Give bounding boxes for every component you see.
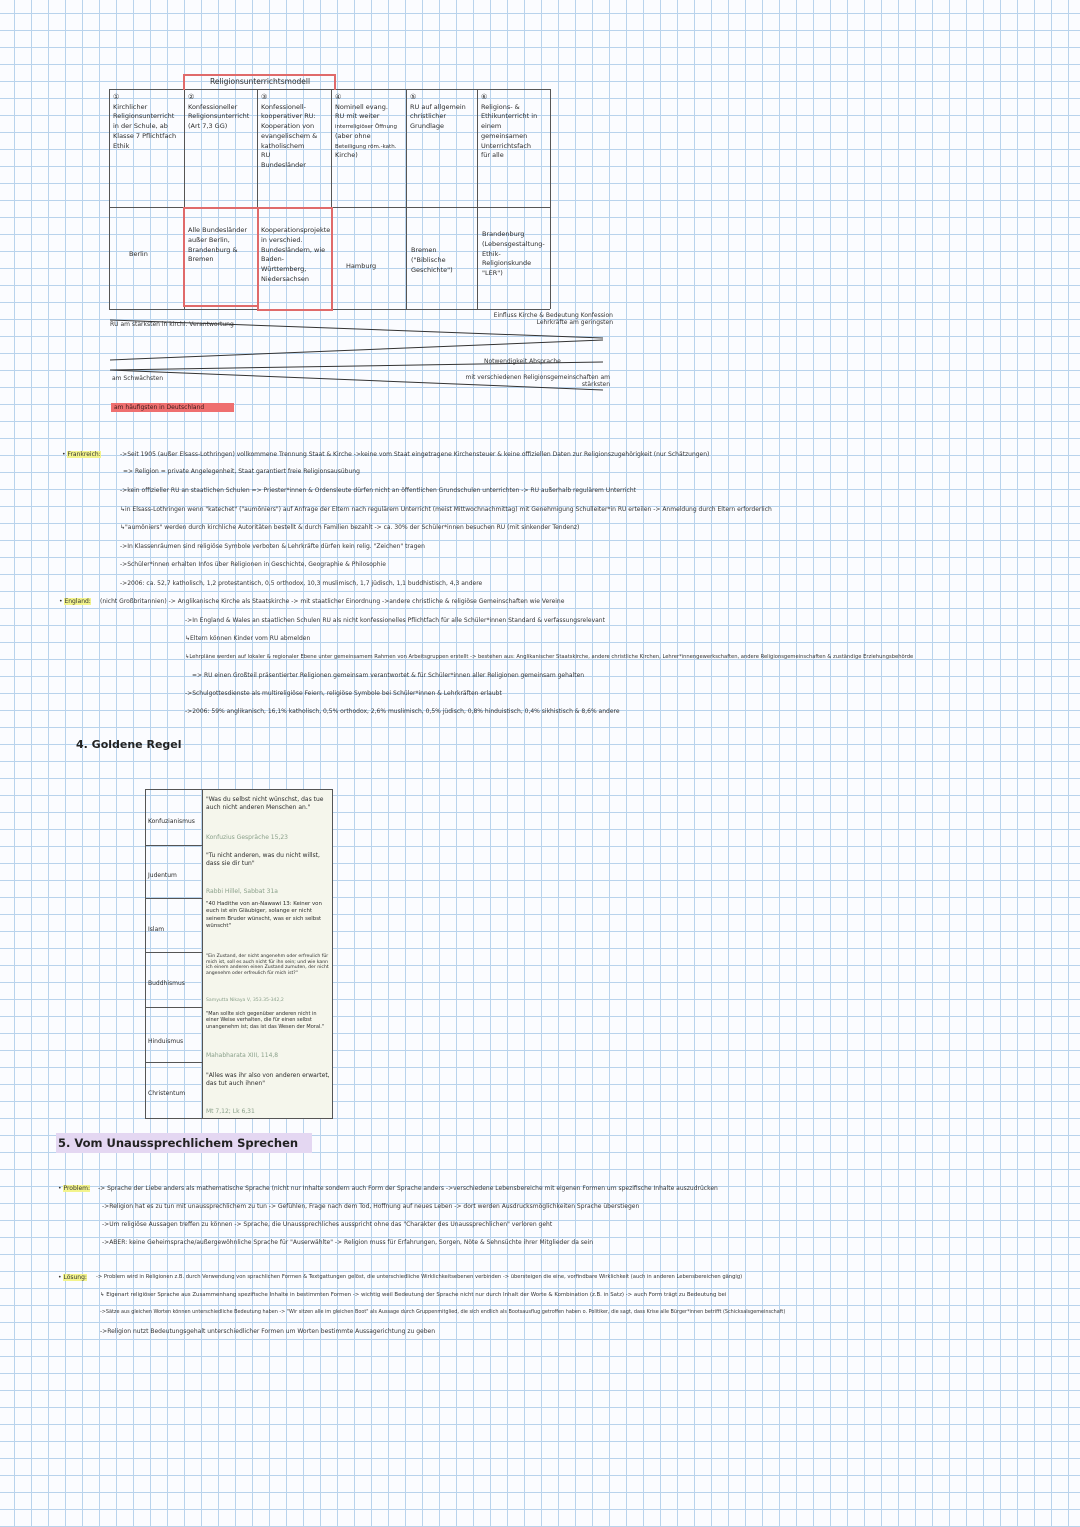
table-border-right bbox=[550, 89, 551, 309]
loesung-label: Lösung: bbox=[63, 1274, 87, 1281]
england-line-1: (nicht Großbritannien) -> Anglikanische Kirche als Staatskirche -> mit staatlicher Einordnung ->andere christliche & religiöse Gemeinschaften wie Vereine bbox=[100, 598, 565, 605]
england-line-5: => RU einen Großteil präsentierter Religionen gemeinsam verantwortet & für Schüler*innen aller Religionen gemeinsam gehalten bbox=[192, 672, 585, 679]
state-col-6: Brandenburg (Lebensgestaltung-Ethik-Religionskunde "LER") bbox=[482, 230, 545, 277]
col-text: Unterrichtsfach bbox=[481, 141, 532, 150]
state-col-2: Alle Bundesländer außer Berlin, Brandenburg & Bremen bbox=[188, 226, 248, 264]
quote-islam: "40 Hadithe von an-Nawawi 13: Keiner von euch ist ein Gläubiger, solange er nicht seinem Bruder wünscht, was er sich selbst wünscht" bbox=[206, 901, 322, 929]
model-col-1 bbox=[110, 90, 184, 153]
model-col-6 bbox=[478, 90, 550, 163]
col-text: katholischem bbox=[261, 141, 305, 150]
col-text: Kooperation von bbox=[261, 122, 315, 130]
loesung-line-4: ->Religion nutzt Bedeutungsgehalt unterschiedlicher Formen um Worten bestimmte Aussagerichtung zu geben bbox=[100, 1328, 435, 1335]
religion-konfuzianismus: Konfuzianismus bbox=[148, 818, 195, 825]
arrow-right-bottom-1: Notwendigkeit Absprache bbox=[484, 358, 561, 365]
col-text: für alle bbox=[481, 151, 504, 160]
col-text: Nominell evang. bbox=[335, 102, 388, 111]
state-col-3: Kooperationsprojekte in verschied. Bundesländern, wie Baden-Württemberg, Niedersachsen bbox=[261, 226, 331, 283]
england-line-6: ->Schulgottesdienste als multireligiöse Feiern, religiöse Symbole bei Schüler*innen & Lehrkräften erlaubt bbox=[185, 690, 502, 697]
arrow-right-top: Einfluss Kirche & Bedeutung Konfession Lehrkräfte am geringsten bbox=[493, 312, 613, 327]
model-col-5 bbox=[407, 90, 477, 134]
col-text: Konfessioneller bbox=[188, 102, 238, 111]
problem-label: Problem: bbox=[63, 1185, 91, 1192]
col-text: Beteiligung röm.-kath. bbox=[335, 143, 397, 150]
quote-hinduismus: "Man sollte sich gegenüber anderen nicht in einer Weise verhalten, die für einen selbst unangenehm ist; das ist das Wesen der Moral." bbox=[206, 1011, 325, 1030]
table-title: Religionsunterrichtsmodell bbox=[210, 77, 311, 86]
col-text: evangelischem & bbox=[261, 131, 318, 140]
religion-buddhismus: Buddhismus bbox=[148, 980, 185, 987]
col-text: Ethik bbox=[113, 141, 130, 150]
col-text: (aber ohne bbox=[335, 131, 371, 140]
source-konfuzianismus: Konfuzius Gespräche 15,23 bbox=[206, 834, 288, 841]
source-buddhismus: Samyutta Nikaya V, 353.35-342,2 bbox=[206, 998, 284, 1003]
col-text: in der Schule, ab bbox=[113, 122, 168, 130]
loesung-line-1: -> Problem wird in Religionen z.B. durch Verwendung von sprachlichen Formen & Textgattungen gelöst, die unterschiedliche Wirklichkeitsebenen verbinden -> übersteigen die eine, vorfindbare Wirklichkeit (auch in anderen Lebensbereichen gängig) bbox=[96, 1274, 743, 1280]
state-col-1: Berlin bbox=[129, 250, 148, 258]
frankreich-label: Frankreich: bbox=[67, 451, 101, 458]
problem-line-1: -> Sprache der Liebe anders als mathematische Sprache (nicht nur Inhalte sondern auch Form der Sprache anders ->verschiedene Lebensbereiche mit eigenen Formen um spezifische Inhalte auszudrücken bbox=[98, 1185, 718, 1192]
frankreich-line-3: ->kein offizieller RU an staatlichen Schulen => Priester*innen & Ordensleute dürfen nicht an öffentlichen Grundschulen unterrichten -> RU außerhalb regulärem Unterricht bbox=[120, 487, 636, 494]
section-4-title: 4. Goldene Regel bbox=[76, 738, 182, 751]
religion-judentum: Judentum bbox=[148, 872, 177, 879]
model-col-4 bbox=[332, 90, 406, 163]
bullet-label-loesung: • Lösung: bbox=[58, 1274, 87, 1281]
col-number: ⑥ bbox=[481, 93, 488, 101]
col-number: ③ bbox=[261, 93, 268, 101]
england-line-3: ↳Eltern können Kinder vom RU abmelden bbox=[185, 635, 311, 642]
england-line-7: ->2006: 59% anglikanisch, 16,1% katholisch, 0,5% orthodox, 2,6% muslimisch, 0,5% jüdisch, 0,8% hinduistisch, 0,4% sikhistisch & 8,6% andere bbox=[185, 708, 620, 715]
problem-line-3: ->Um religiöse Aussagen treffen zu können -> Sprache, die Unaussprechliches ausspricht ohne das "Charakter des Unaussprechlichen" verloren geht bbox=[102, 1221, 553, 1228]
source-judentum: Rabbi Hillel, Sabbat 31a bbox=[206, 888, 278, 895]
frankreich-line-8: ->2006: ca. 52,7 katholisch, 1,2 protestantisch, 0,5 orthodox, 10,3 muslimisch, 1,7 jüdisch, 1,1 buddhistisch, 4,3 andere bbox=[120, 580, 483, 587]
arrow-left-bottom: am Schwächsten bbox=[112, 375, 163, 382]
bullet-label-england: • England: bbox=[59, 598, 91, 605]
loesung-line-2: ↳ Eigenart religiöser Sprache aus Zusammenhang spezifische Inhalte in bestimmten Formen -> wichtig weil Bedeutung der Sprache nicht nur durch Inhalt der Worte & Kombination (z.B. in Satz) -> auch Form trägt zu Bedeutung bei bbox=[100, 1292, 727, 1298]
quote-buddhismus: "Ein Zustand, der nicht angenehm oder erfreulich für mich ist, soll es auch nicht für ihn sein; und wie kann ich einem anderen einen Zustand zumuten, der nicht angenehm oder erfreulich für mich ist?" bbox=[206, 954, 329, 976]
col-text: einem gemeinsamen bbox=[481, 122, 528, 140]
religion-hinduismus: Hinduismus bbox=[148, 1038, 184, 1045]
problem-line-2: ->Religion hat es zu tun mit unaussprechlichem zu tun -> Gefühlen, Frage nach dem Tod, Hoffnung auf neues Leben -> dort werden Ausdrucksmöglichkeiten Sprache überstiegen bbox=[102, 1203, 640, 1210]
col-text: Kirchlicher bbox=[113, 102, 148, 111]
arrow-right-bottom-2: mit verschiedenen Religionsgemeinschaften am stärksten bbox=[465, 374, 610, 389]
golden-rule-table bbox=[145, 789, 333, 1119]
row-label: Bundesländer bbox=[261, 161, 306, 169]
footnote-most-common: am häufigsten in Deutschland bbox=[111, 403, 234, 412]
model-col-2 bbox=[185, 90, 257, 134]
loesung-line-3: ->Sätze aus gleichen Worten können unterschiedliche Bedeutung haben -> "Wir sitzen alle im gleichen Boot" als Aussage durch Gruppenmitglied, die sich endlich als Bootsausflug getroffen haben o. Politiker, die sagt, dass Krise alle Bürger*innen betrifft (Schicksalsgemeinschaft) bbox=[100, 1309, 786, 1315]
england-line-4: ↳Lehrpläne werden auf lokaler & regionaler Ebene unter gemeinsamem Rahmen von Arbeitsgruppen erstellt -> bestehen aus: Anglikanischer Staatskirche, andere christliche Kirchen, Lehrer*innengewerkschaften, andere Religionsgemeinschaften & zuständige Erziehungsbehörde bbox=[185, 654, 914, 660]
highlight-top bbox=[183, 74, 336, 90]
quote-christentum: "Alles was ihr also von anderen erwartet, das tut auch ihnen" bbox=[206, 1072, 330, 1088]
frankreich-line-7: ->Schüler*innen erhalten Infos über Religionen in Geschichte, Geographie & Philosophie bbox=[120, 561, 386, 568]
religion-christentum: Christentum bbox=[148, 1090, 186, 1097]
col-text: Ethikunterricht in bbox=[481, 112, 538, 121]
source-hinduismus: Mahabharata XIII, 114,8 bbox=[206, 1052, 279, 1059]
col-text: RU bbox=[261, 151, 271, 160]
frankreich-line-2: => Religion = private Angelegenheit, Staat garantiert freie Religionsausübung bbox=[123, 468, 360, 475]
col-text: (Art 7,3 GG) bbox=[188, 122, 228, 130]
england-line-2: ->In England & Wales an staatlichen Schulen RU als nicht konfessionelles Pflichtfach für alle Schüler*innen Standard & verfassungsrelevant bbox=[185, 617, 605, 624]
arrow-left-top: RU am stärksten in kirchl. Verantwortung bbox=[110, 321, 234, 328]
bullet-label-frankreich: • Frankreich: bbox=[62, 451, 101, 458]
col-text: christlicher bbox=[410, 112, 447, 121]
col-number: ① bbox=[113, 93, 120, 101]
col-number: ② bbox=[188, 93, 195, 101]
religion-islam: Islam bbox=[148, 926, 165, 933]
quote-konfuzianismus: "Was du selbst nicht wünschst, das tue auch nicht anderen Menschen an." bbox=[206, 796, 324, 812]
col-text: RU auf allgemein bbox=[410, 102, 466, 111]
bullet-label-problem: • Problem: bbox=[58, 1185, 91, 1192]
col-text: Klasse 7 Pflichtfach bbox=[113, 131, 177, 140]
section-5-title: 5. Vom Unaussprechlichem Sprechen bbox=[56, 1133, 312, 1153]
quote-judentum: "Tu nicht anderen, was du nicht willst, dass sie dir tun" bbox=[206, 852, 320, 868]
col-text: Kirche) bbox=[335, 151, 358, 160]
frankreich-line-4: ↳in Elsass-Lothringen wenn "katechet" ("aumôniers") auf Anfrage der Eltern nach regulärem Unterricht (meist Mittwochnachmittag) mit Genehmigung Schulleiter*in RU erteilen -> Anmeldung durch Eltern erforderlich bbox=[120, 506, 772, 513]
col-text: kooperativer RU: bbox=[261, 112, 316, 121]
col-text: Konfessionell- bbox=[261, 102, 306, 111]
problem-line-4: ->ABER: keine Geheimsprache/außergewöhnliche Sprache für "Auserwählte" -> Religion muss für Erfahrungen, Sorgen, Nöte & Sehnsüchte ihrer Mitglieder da sein bbox=[102, 1239, 594, 1246]
col-text: Grundlage bbox=[410, 122, 444, 130]
col-number: ④ bbox=[335, 93, 342, 101]
col-text: interreligiöser Öffnung bbox=[335, 124, 398, 130]
frankreich-line-5: ↳"aumôniers" werden durch kirchliche Autoritäten bestellt & durch Familien bezahlt -> ca. 30% der Schüler*innen besuchen RU (mit sinkender Tendenz) bbox=[120, 524, 580, 531]
england-label: England: bbox=[64, 598, 91, 605]
frankreich-line-6: ->In Klassenräumen sind religiöse Symbole verboten & Lehrkräfte dürfen kein relig. "Zeichen" tragen bbox=[120, 543, 425, 550]
state-col-4: Hamburg bbox=[346, 262, 377, 270]
col-text: Religionsunterricht bbox=[113, 112, 175, 121]
col-number: ⑤ bbox=[410, 93, 417, 101]
col-text: Religions- & bbox=[481, 102, 520, 111]
source-christentum: Mt 7,12; Lk 6,31 bbox=[206, 1108, 255, 1115]
col-text: RU mit weiter bbox=[335, 112, 380, 121]
col-text: Religionsunterricht bbox=[188, 112, 250, 121]
state-col-5: Bremen ("Biblische Geschichte") bbox=[411, 246, 453, 274]
frankreich-line-1: ->Seit 1905 (außer Elsass-Lothringen) vollkommene Trennung Staat & Kirche ->keine vom Staat eingetragene Kirchensteuer & keine offiziellen Daten zur Religionszugehörigkeit (nur Schätzungen) bbox=[120, 451, 710, 458]
model-col-3 bbox=[258, 90, 331, 173]
